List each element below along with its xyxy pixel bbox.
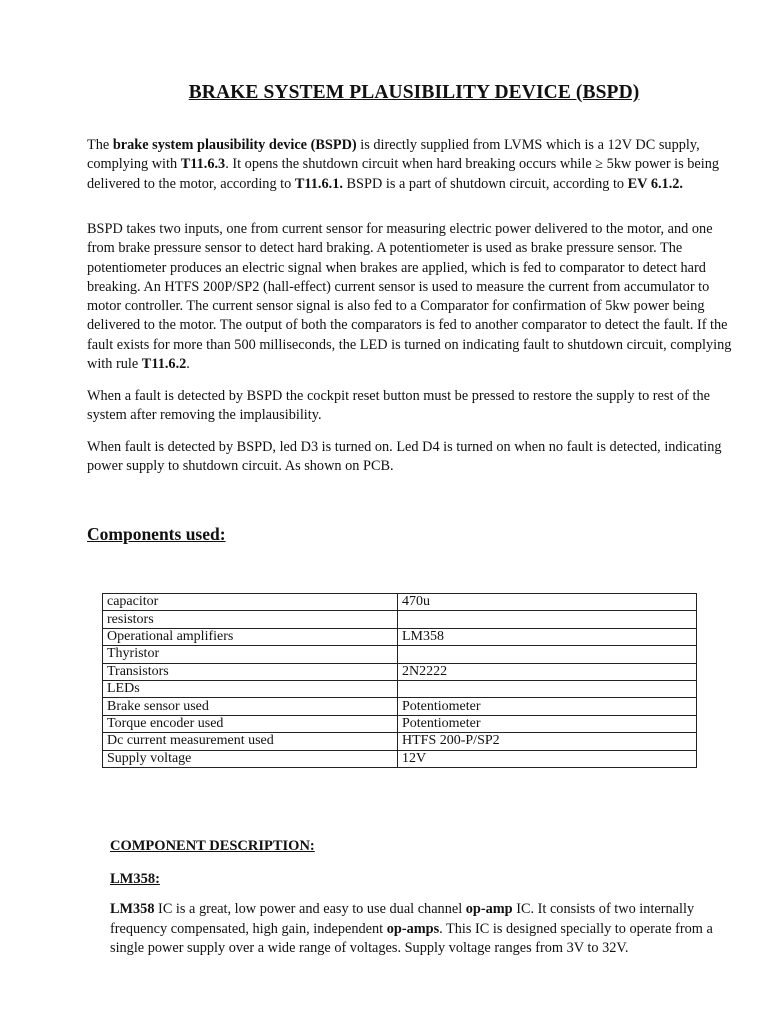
bold-term: LM358 (110, 901, 155, 917)
lm358-heading: LM358: (110, 871, 160, 887)
rule-reference: T11.6.2 (141, 356, 187, 373)
component-value-cell (398, 646, 697, 663)
table-row (103, 628, 697, 645)
component-value-cell: LM358 (398, 628, 697, 645)
component-name-cell: LEDs (103, 680, 398, 697)
paragraph-reset: When a fault is detected by BSPD the cockpit reset button must be pressed to restore the supply to rest of the system after removing the implausibility. (87, 388, 710, 424)
component-value-cell (398, 680, 697, 697)
paragraph-lm358 (110, 900, 742, 959)
table-row (103, 646, 697, 663)
text-span: . (186, 356, 190, 373)
text-span: is directly supplied from LVMS which is a 12V DC supply, complying with (87, 137, 700, 173)
table-row (103, 680, 697, 697)
paragraph-inputs (87, 220, 742, 374)
text-span: IC is a great, low power and easy to use dual channel (154, 901, 466, 917)
components-heading: Components used: (87, 524, 226, 544)
text-span: . This IC is designed specially to operate from a single power supply over a wide range of voltages. Supply voltage ranges from 3V to 32V. (110, 920, 713, 956)
bold-term: op-amp (465, 901, 513, 917)
text-span: BSPD is a part of shutdown circuit, according to (342, 175, 628, 192)
components-table (102, 593, 697, 768)
table-row (103, 750, 697, 767)
component-name-cell: Thyristor (103, 646, 398, 663)
text-span: IC. It consists of two internally frequency compensated, high gain, independent (110, 901, 695, 937)
component-name-cell: Brake sensor used (103, 698, 398, 715)
component-name-cell: resistors (103, 611, 398, 628)
paragraph-leds: When fault is detected by BSPD, led D3 is turned on. Led D4 is turned on when no fault is detected, indicating power supply to shutdown circuit. As shown on PCB. (87, 439, 722, 475)
component-value-cell: Potentiometer (398, 715, 697, 732)
paragraph-intro (87, 136, 747, 194)
text-span: The (87, 137, 113, 153)
component-name-cell: capacitor (103, 594, 398, 611)
component-name-cell: Supply voltage (103, 750, 398, 767)
component-name-cell: Dc current measurement used (103, 733, 398, 750)
component-value-cell (398, 611, 697, 628)
document-title: BRAKE SYSTEM PLAUSIBILITY DEVICE (BSPD) (188, 82, 640, 103)
table-row (103, 733, 697, 750)
rule-reference: T11.6.1. (294, 175, 343, 192)
table-row (103, 663, 697, 680)
table-row (103, 715, 697, 732)
rule-reference: EV 6.1.2. (627, 175, 683, 192)
component-value-cell: Potentiometer (398, 698, 697, 715)
component-value-cell: HTFS 200-P/SP2 (398, 733, 697, 750)
table-row (103, 594, 697, 611)
table-row (103, 611, 697, 628)
components-table-body (103, 594, 697, 768)
component-name-cell: Transistors (103, 663, 398, 680)
component-name-cell: Torque encoder used (103, 715, 398, 732)
component-name-cell: Operational amplifiers (103, 628, 398, 645)
component-description-heading: COMPONENT DESCRIPTION: (110, 838, 315, 854)
bold-term: brake system plausibility device (BSPD) (112, 137, 357, 153)
text-span: BSPD takes two inputs, one from current sensor for measuring electric power delivered to the motor, and one from brake pressure sensor to detect hard braking. A potentiometer is used as brake pressure sensor. The potentiometer produces an electric signal when brakes are applied, which is fed to comparator to detect hard breaking. An HTFS 200P/SP2 (hall-effect) current sensor is used to measure the current from accumulator to motor controller. The current sensor signal is also fed to a Comparator for confirmation of 5kw power being delivered to the motor. The output of both the comparators is fed to another comparator to detect the fault. If the fault exists for more than 500 milliseconds, the LED is turned on indicating fault to shutdown circuit, complying with rule (87, 221, 732, 373)
component-value-cell: 470u (398, 594, 697, 611)
component-value-cell: 12V (398, 750, 697, 767)
table-row (103, 698, 697, 715)
component-value-cell: 2N2222 (398, 663, 697, 680)
bold-term: op-amps (386, 920, 440, 937)
text-span: . It opens the shutdown circuit when hard breaking occurs while ≥ 5kw power is being delivered to the motor, according to (87, 156, 720, 192)
rule-reference: T11.6.3 (180, 156, 226, 173)
